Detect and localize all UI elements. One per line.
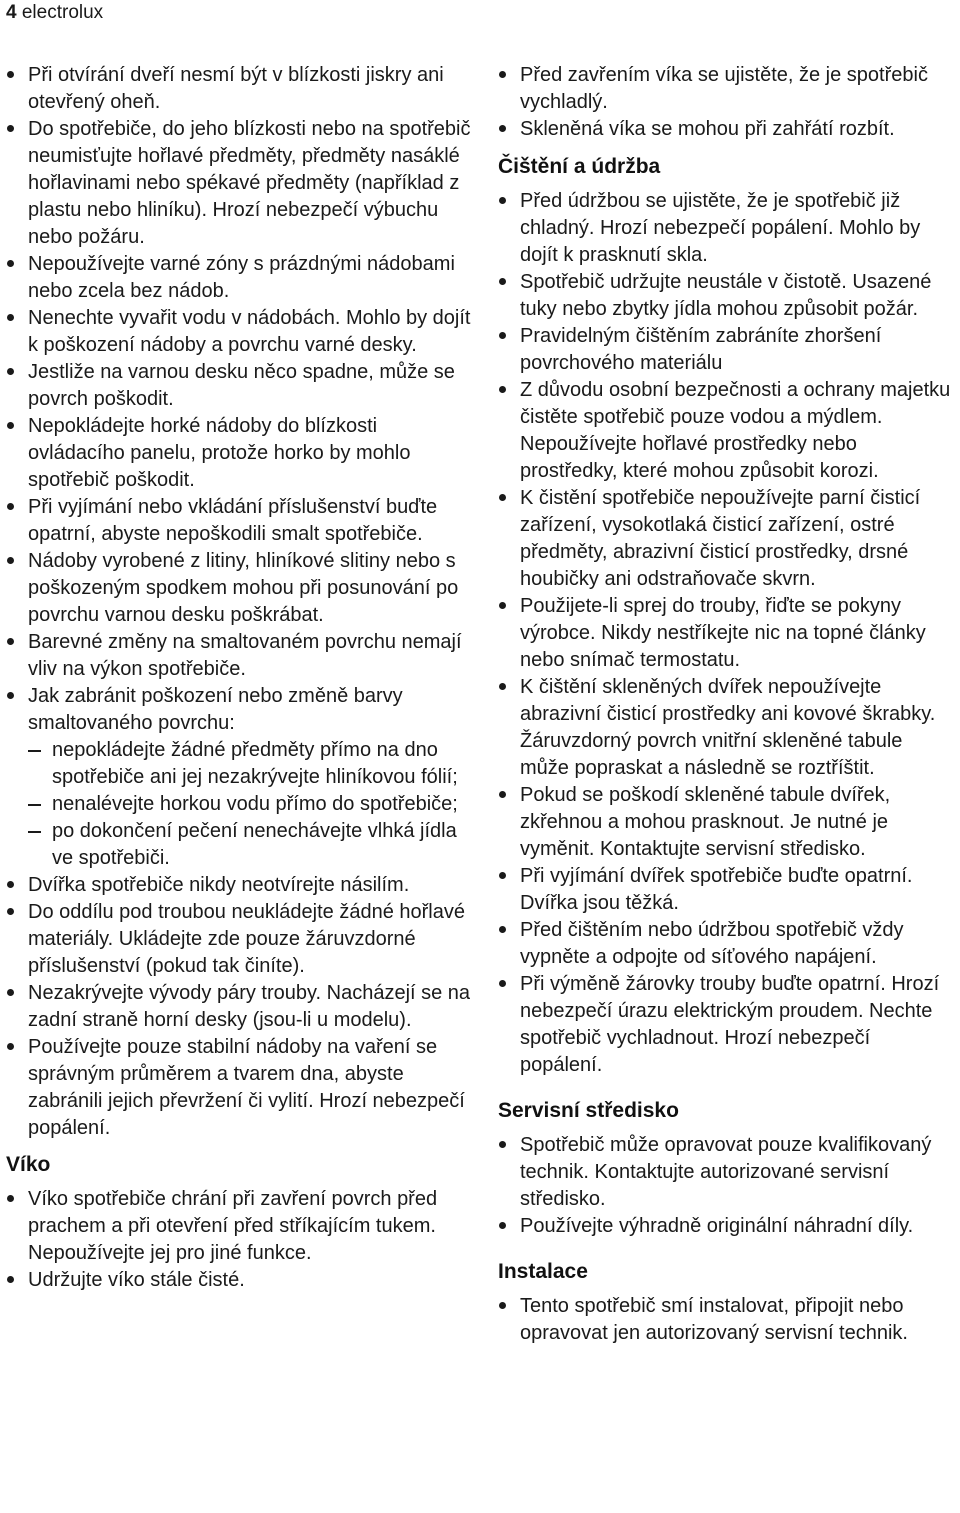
list-item: Barevné změny na smaltovaném povrchu nemají vliv na výkon spotřebiče. [6,629,472,683]
list-item: K čištění skleněných dvířek nepoužívejte abrazivní čisticí prostředky ani kovové škrabky. Žáruvzdorný povrch vnitřní skleněné tabule může popraskat a následně se roztříštit. [498,674,954,782]
section-heading-viko: Víko [6,1153,51,1176]
sub-list-item: po dokončení pečení nenechávejte vlhká jídla ve spotřebiči. [28,818,472,872]
viko-list [6,1186,472,1294]
instalace-list [498,1293,954,1347]
list-item: Dvířka spotřebiče nikdy neotvírejte násilím. [6,872,472,899]
list-item: Skleněná víka se mohou při zahřátí rozbít. [498,116,954,143]
list-item: Při výměně žárovky trouby buďte opatrní. Hrozí nebezpečí úrazu elektrickým proudem. Nechte spotřebič vychladnout. Hrozí nebezpečí popálení. [498,971,954,1079]
section-heading-instalace: Instalace [498,1260,588,1283]
list-item: Před čištěním nebo údržbou spotřebič vždy vypněte a odpojte od síťového napájení. [498,917,954,971]
list-item: Při vyjímání nebo vkládání příslušenství buďte opatrní, abyste nepoškodili smalt spotřebiče. [6,494,472,548]
list-item-enamel [6,683,472,872]
lid-list [498,62,954,143]
list-item: Používejte výhradně originální náhradní díly. [498,1213,954,1240]
list-item: Nádoby vyrobené z litiny, hliníkové slitiny nebo s poškozeným spodkem mohou při posunování po povrchu varnou desku poškrábat. [6,548,472,629]
cisteni-list [498,188,954,1079]
left-column [6,62,472,1294]
list-item: Tento spotřebič smí instalovat, připojit nebo opravovat jen autorizovaný servisní technik. [498,1293,954,1347]
list-item-text: Jak zabránit poškození nebo změně barvy smaltovaného povrchu: [28,685,403,734]
page-header [6,0,103,26]
list-item: K čistění spotřebiče nepoužívejte parní čisticí zařízení, vysokotlaká čisticí zařízení, ostré předměty, abrazivní čisticí prostředky, drsné houbičky ani odstraňovače skvrn. [498,485,954,593]
list-item: Udržujte víko stále čisté. [6,1267,472,1294]
list-item: Před zavřením víka se ujistěte, že je spotřebič vychladlý. [498,62,954,116]
list-item: Spotřebič udržujte neustále v čistotě. Usazené tuky nebo zbytky jídla mohou způsobit požár. [498,269,954,323]
list-item: Nepoužívejte varné zóny s prázdnými nádobami nebo zcela bez nádob. [6,251,472,305]
sub-list-item: nepokládejte žádné předměty přímo na dno spotřebiče ani jej nezakrývejte hliníkovou fólií; [28,737,472,791]
list-item: Jestliže na varnou desku něco spadne, může se povrch poškodit. [6,359,472,413]
sub-list-item: nenalévejte horkou vodu přímo do spotřebiče; [28,791,472,818]
list-item: Do oddílu pod troubou neukládejte žádné hořlavé materiály. Ukládejte zde pouze žáruvzdorné příslušenství (pokud tak činíte). [6,899,472,980]
list-item: Používejte pouze stabilní nádoby na vaření se správným průměrem a tvarem dna, abyste zabránili jejich převržení či vylití. Hrozí nebezpečí popálení. [6,1034,472,1142]
list-item: Při otvírání dveří nesmí být v blízkosti jiskry ani otevřený oheň. [6,62,472,116]
enamel-sublist [28,737,472,872]
section-heading-servis: Servisní středisko [498,1099,679,1122]
list-item: Pravidelným čištěním zabráníte zhoršení povrchového materiálu [498,323,954,377]
list-item: Před údržbou se ujistěte, že je spotřebič již chladný. Hrozí nebezpečí popálení. Mohlo by dojít k prasknutí skla. [498,188,954,269]
list-item: Při vyjímání dvířek spotřebiče buďte opatrní. Dvířka jsou těžká. [498,863,954,917]
section-heading-cisteni: Čištění a údržba [498,155,661,178]
list-item: Nenechte vyvařit vodu v nádobách. Mohlo by dojít k poškození nádoby a povrchu varné desky. [6,305,472,359]
safety-list [6,62,472,1142]
right-column [498,62,954,1347]
list-item: Pokud se poškodí skleněné tabule dvířek, zkřehnou a mohou prasknout. Je nutné je vyměnit. Kontaktujte servisní středisko. [498,782,954,863]
list-item: Nezakrývejte vývody páry trouby. Nacházejí se na zadní straně horní desky (jsou-li u modelu). [6,980,472,1034]
list-item: Do spotřebiče, do jeho blízkosti nebo na spotřebič neumisťujte hořlavé předměty, předměty nasáklé hořlavinami nebo spékavé předměty (například z plastu nebo hliníku). Hrozí nebezpečí výbuchu nebo požáru. [6,116,472,251]
brand-name: electrolux [21,2,104,23]
list-item: Použijete-li sprej do trouby, řiďte se pokyny výrobce. Nikdy nestříkejte nic na topné články nebo snímač termostatu. [498,593,954,674]
list-item: Nepokládejte horké nádoby do blízkosti ovládacího panelu, protože horko by mohlo spotřebič poškodit. [6,413,472,494]
list-item: Víko spotřebiče chrání při zavření povrch před prachem a při otevření před stříkajícím tukem. Nepoužívejte jej pro jiné funkce. [6,1186,472,1267]
list-item: Z důvodu osobní bezpečnosti a ochrany majetku čistěte spotřebič pouze vodou a mýdlem. Nepoužívejte hořlavé prostředky nebo prostředky, které mohou způsobit korozi. [498,377,954,485]
page-number: 4 [6,2,17,23]
list-item: Spotřebič může opravovat pouze kvalifikovaný technik. Kontaktujte autorizované servisní středisko. [498,1132,954,1213]
servis-list [498,1132,954,1240]
